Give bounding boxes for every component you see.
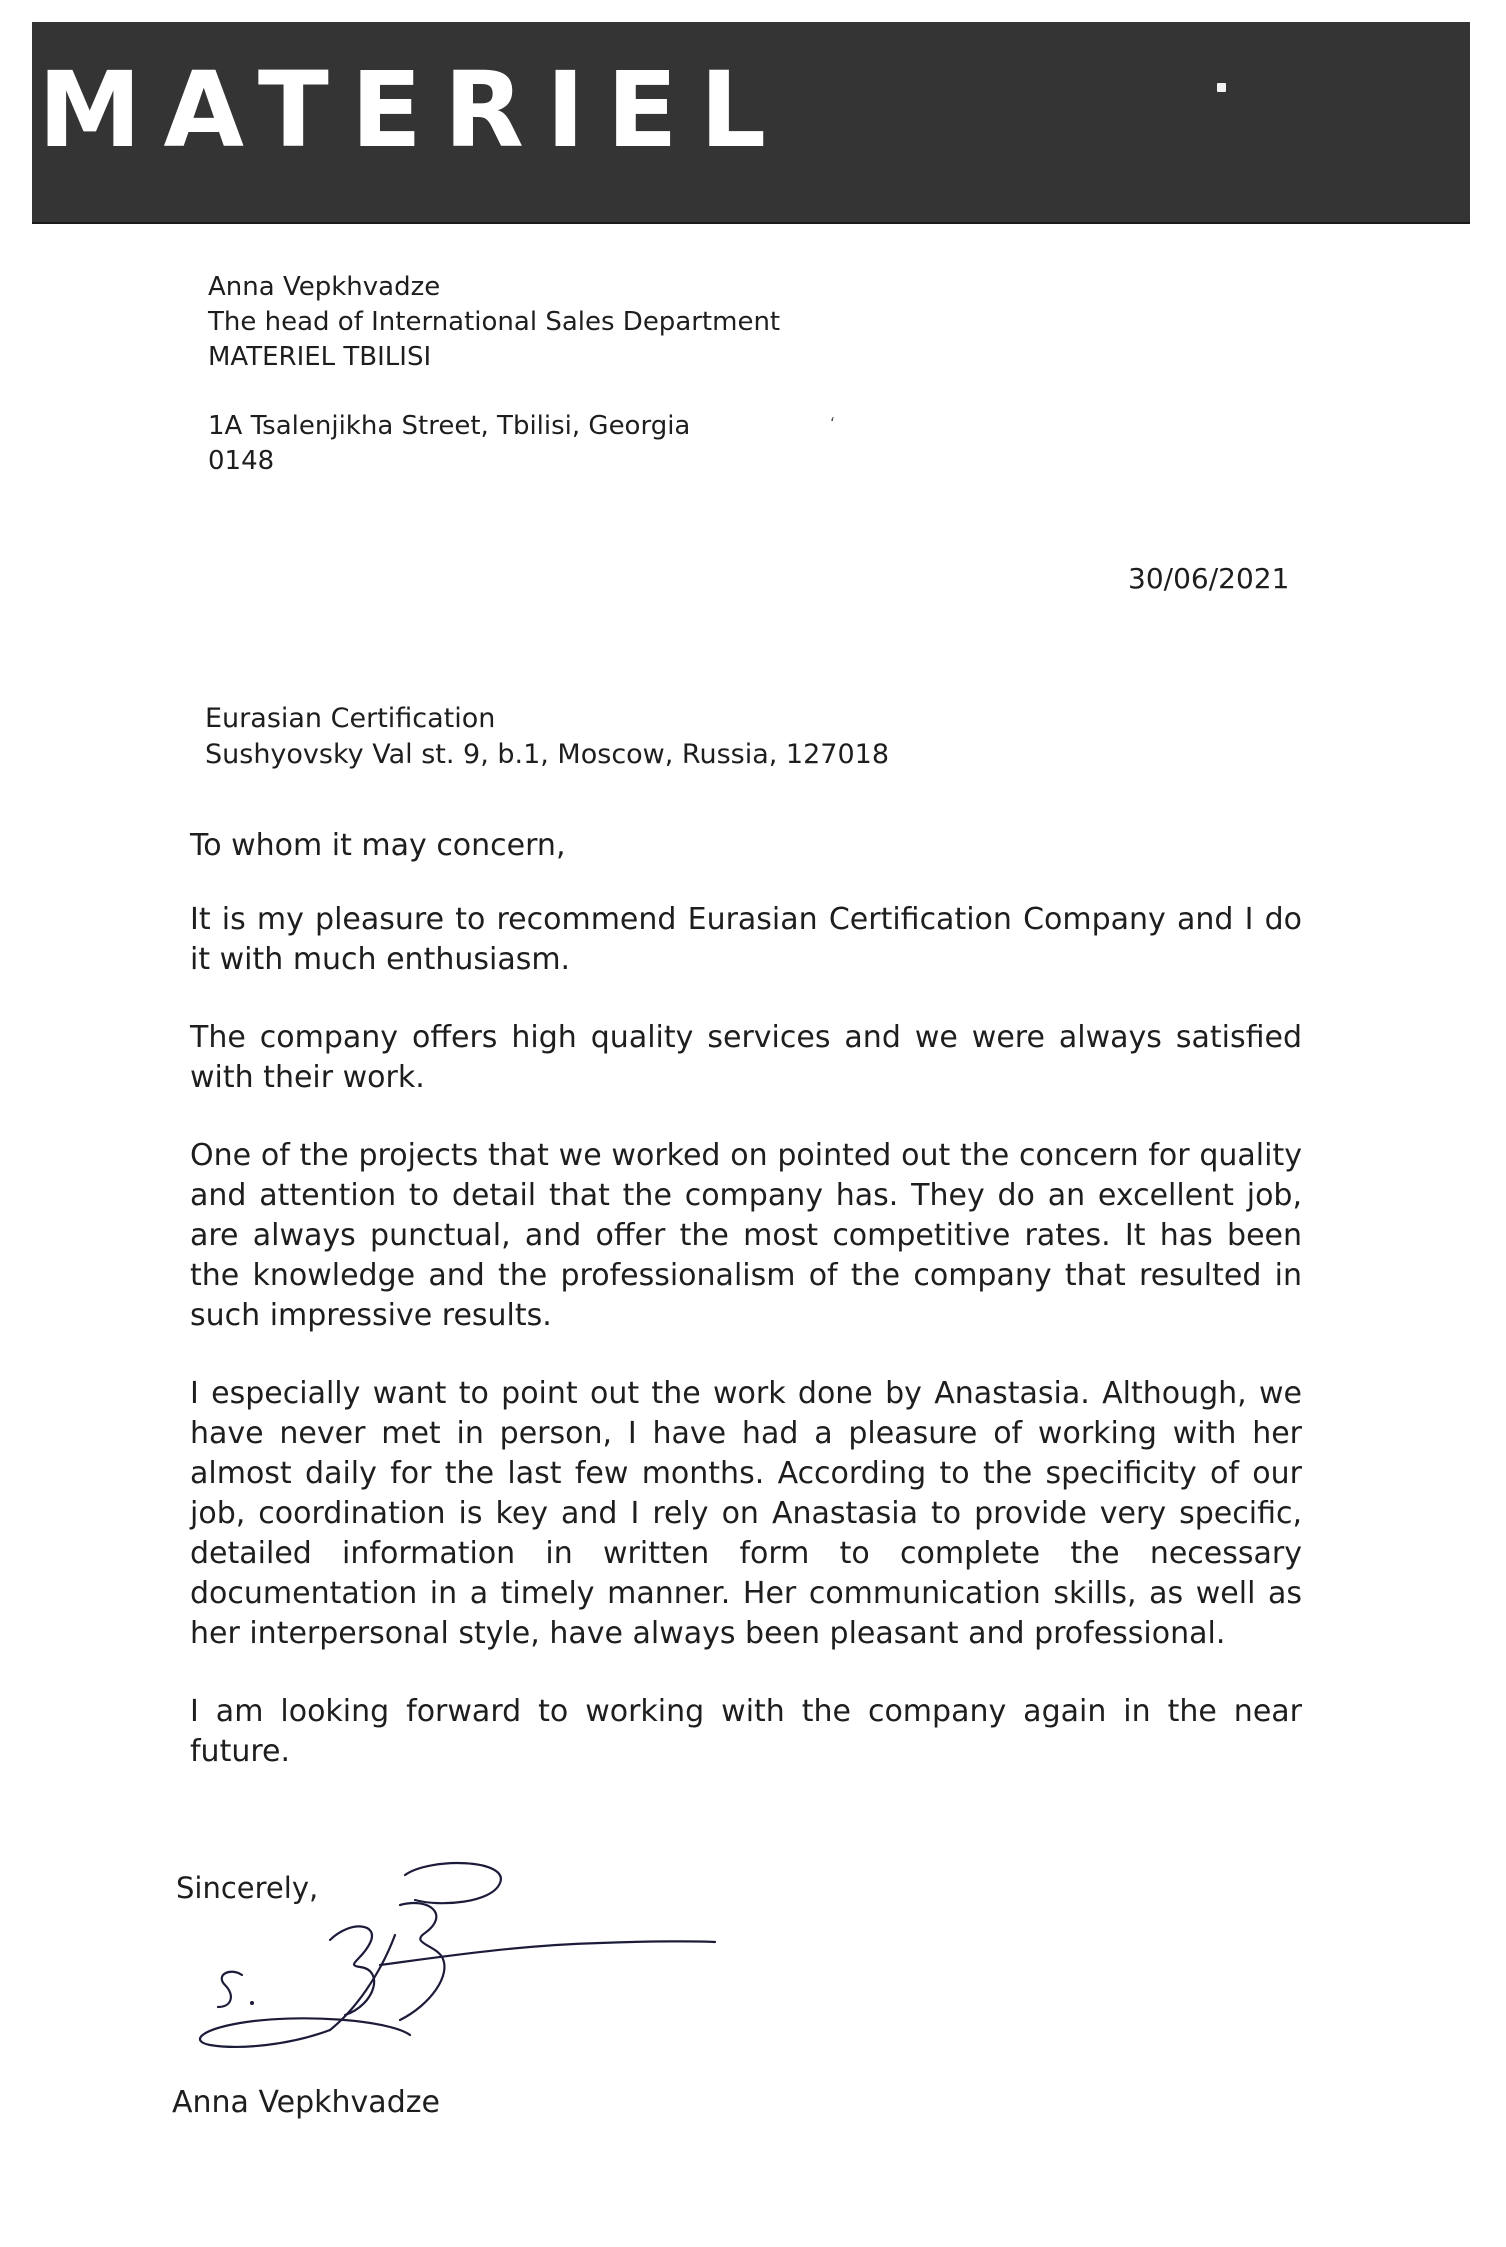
paragraph-projects: One of the projects that we worked on pointed out the concern for quality and attention to detail that the company has. They do an excellent job, are always punctual, and offer the most competitive rates. It has been the knowledge and the professionalism of the company that resulted in such impressive results. — [190, 1138, 1302, 1333]
sender-company: MATERIEL TBILISI — [208, 342, 432, 372]
handwritten-signature — [180, 1845, 720, 2065]
recipient-address: Sushyovsky Val st. 9, b.1, Moscow, Russia, 127018 — [205, 739, 890, 770]
paragraph-anastasia: I especially want to point out the work done by Anastasia. Although, we have never met in person, I have had a pleasure of working with her almost daily for the last few months. According to the specificity of our job, coordination is key and I rely on Anastasia to provide very specific, detailed information in written form to complete the necessary documentation in a timely manner. Her communication skills, as well as her interpersonal style, have always been pleasant and professional. — [190, 1376, 1302, 1651]
paragraph-quality: The company offers high quality services and we were always satisfied with their work. — [190, 1020, 1302, 1095]
recipient-block — [205, 701, 889, 773]
closing: Sincerely, — [176, 1871, 319, 1905]
scan-speck: ʻ — [830, 414, 836, 433]
sender-address-line2: 0148 — [208, 446, 275, 476]
letterhead-banner — [32, 22, 1470, 222]
recipient-company: Eurasian Certification — [205, 703, 496, 734]
banner-dot-mark — [1217, 83, 1226, 92]
paragraph-future: I am looking forward to working with the company again in the near future. — [190, 1694, 1302, 1769]
brand-logo-text: MATERIEL — [38, 49, 788, 171]
sender-title: The head of International Sales Department — [208, 307, 781, 337]
sender-name: Anna Vepkhvadze — [208, 272, 441, 302]
salutation: To whom it may concern, — [190, 828, 566, 863]
sender-block — [208, 270, 780, 479]
paragraph-recommendation: It is my pleasure to recommend Eurasian Certification Company and I do it with much enthusiasm. — [190, 902, 1302, 977]
letter-date: 30/06/2021 — [1128, 562, 1290, 595]
signer-name: Anna Vepkhvadze — [172, 2085, 440, 2120]
letter-body — [190, 826, 1302, 1810]
sender-address-line1: 1A Tsalenjikha Street, Tbilisi, Georgia — [208, 411, 691, 441]
